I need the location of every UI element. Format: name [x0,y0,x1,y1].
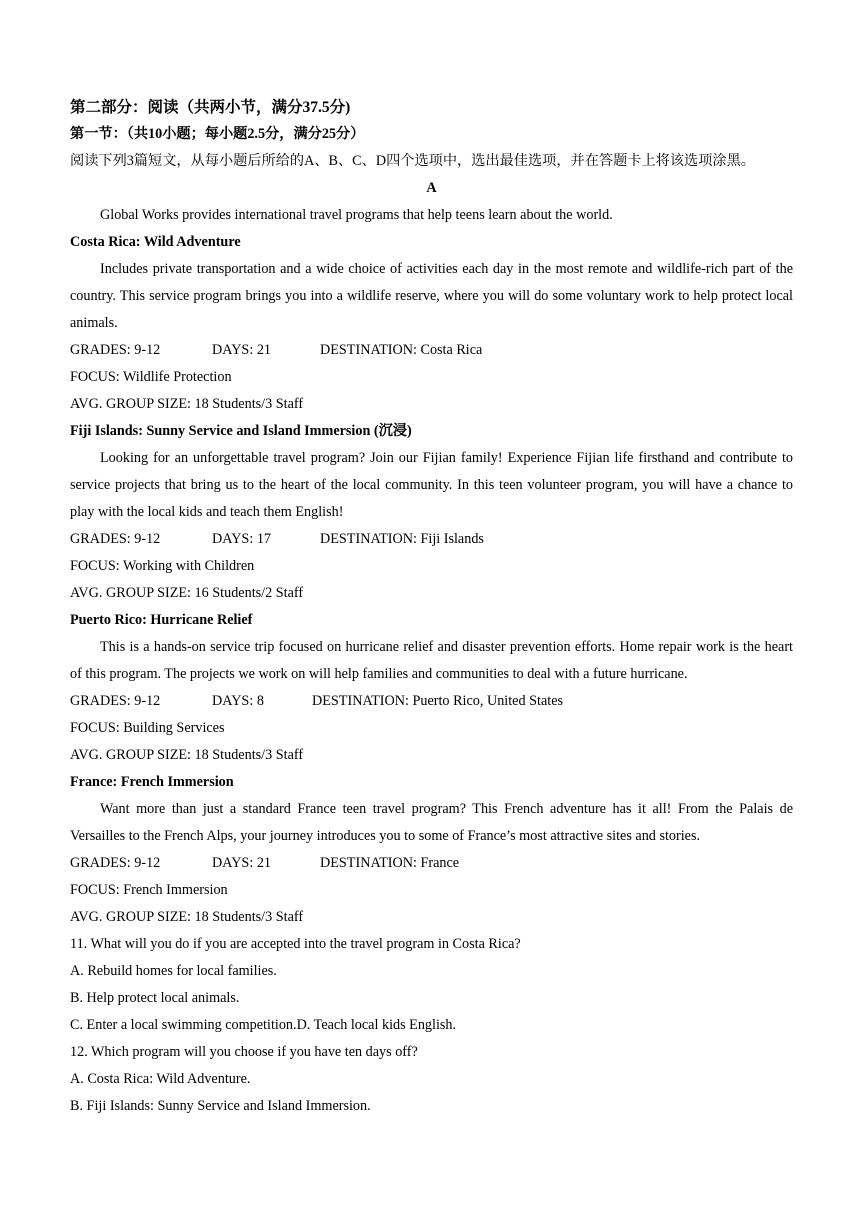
program-meta [70,850,793,877]
program-days: DAYS: 8 [212,693,264,709]
program-focus: FOCUS: Wildlife Protection [70,369,232,385]
program-meta [70,688,793,715]
program-description: Looking for an unforgettable travel program? Join our Fijian family! Experience Fijian life firsthand and contribute to service projects that bring us to the heart of the local community. In this teen volunteer program, you will have a chance to play with the local kids and teach them English! [70,450,793,520]
program-days: DAYS: 21 [212,855,272,871]
instructions: 阅读下列3篇短文，从每小题后所给的A、B、C、D四个选项中，选出最佳选项，并在答题卡上将该选项涂黑。 [70,153,755,169]
section-title: 第二部分：阅读（共两小节，满分37.5分) [70,99,351,116]
question-option: A. Costa Rica: Wild Adventure. [70,1071,251,1087]
question-option: C. Enter a local swimming competition.D. Teach local kids English. [70,1017,457,1033]
program-grades: GRADES: 9-12 [70,342,161,358]
program-destination: DESTINATION: Puerto Rico, United States [312,693,564,709]
program-focus: FOCUS: Building Services [70,720,225,736]
program-description: Want more than just a standard France teen travel program? This French adventure has it all! From the Palais de Versailles to the French Alps, your journey introduces you to some of France’s most attractive sites and stories. [70,801,793,844]
exam-page [70,94,793,1120]
program-grades: GRADES: 9-12 [70,693,161,709]
question-option: B. Fiji Islands: Sunny Service and Island Immersion. [70,1098,371,1114]
subsection-title: 第一节：（共10小题；每小题2.5分，满分25分） [70,126,365,142]
program-days: DAYS: 21 [212,342,272,358]
program-meta [70,526,793,553]
passage-label: A [426,180,437,196]
question-option: A. Rebuild homes for local families. [70,963,277,979]
question-stem: 12. Which program will you choose if you have ten days off? [70,1044,418,1060]
program-title: Fiji Islands: Sunny Service and Island Immersion (沉浸) [70,423,412,439]
question-option: B. Help protect local animals. [70,990,240,1006]
program-focus: FOCUS: French Immersion [70,882,228,898]
program-description: This is a hands-on service trip focused on hurricane relief and disaster prevention efforts. Home repair work is the heart of this program. The projects we work on will help families and communities to deal with a future hurricane. [70,639,793,682]
program-description: Includes private transportation and a wide choice of activities each day in the most remote and wildlife-rich part of the country. This service program brings you into a wildlife reserve, where you will do some voluntary work to help protect local animals. [70,261,793,331]
program-group-size: AVG. GROUP SIZE: 18 Students/3 Staff [70,747,304,763]
program-group-size: AVG. GROUP SIZE: 18 Students/3 Staff [70,909,304,925]
program-focus: FOCUS: Working with Children [70,558,255,574]
program-destination: DESTINATION: Costa Rica [320,342,483,358]
question-stem: 11. What will you do if you are accepted into the travel program in Costa Rica? [70,936,521,952]
program-title: Puerto Rico: Hurricane Relief [70,612,253,628]
program-grades: GRADES: 9-12 [70,531,161,547]
program-title: France: French Immersion [70,774,234,790]
program-days: DAYS: 17 [212,531,272,547]
passage-intro: Global Works provides international travel programs that help teens learn about the world. [100,207,613,223]
program-grades: GRADES: 9-12 [70,855,161,871]
program-destination: DESTINATION: Fiji Islands [320,531,484,547]
program-destination: DESTINATION: France [320,855,460,871]
program-group-size: AVG. GROUP SIZE: 16 Students/2 Staff [70,585,304,601]
program-meta [70,337,793,364]
program-group-size: AVG. GROUP SIZE: 18 Students/3 Staff [70,396,304,412]
program-title: Costa Rica: Wild Adventure [70,234,241,250]
